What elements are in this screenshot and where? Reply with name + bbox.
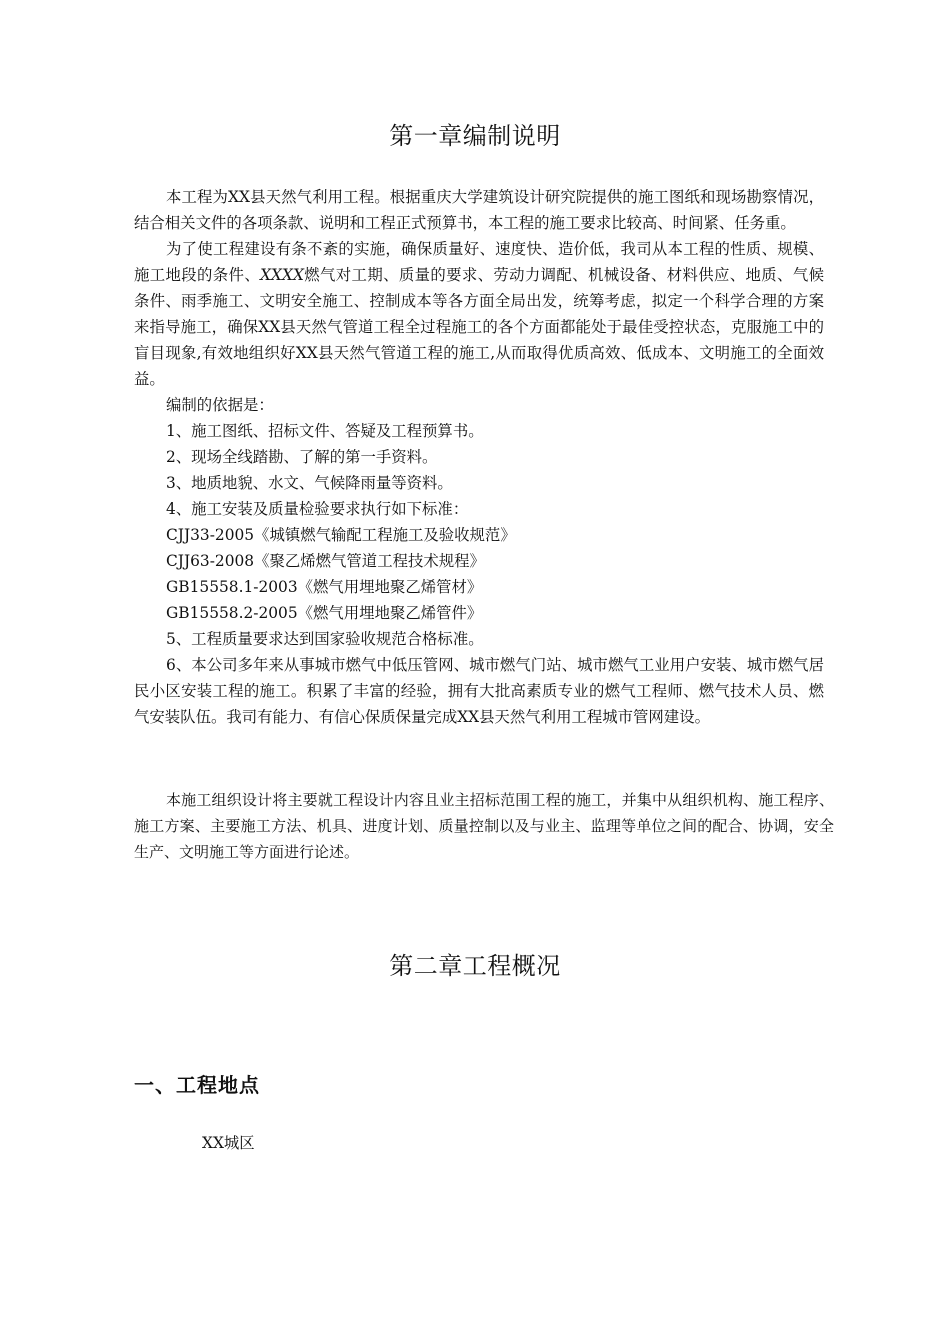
standard-item: CJJ63-2008《聚乙烯燃气管道工程技术规程》	[166, 552, 485, 570]
basis-item: 5、工程质量要求达到国家验收规范合格标准。	[166, 630, 484, 648]
company-paragraph: 6、本公司多年来从事城市燃气中低压管网、城市燃气门站、城市燃气工业用户安装、城市燃气居民小区安装工程的施工。积累了丰富的经验，拥有大批高素质专业的燃气工程师、燃气技术人员、燃气安装队伍。我司有能力、有信心保质保量完成XX县天然气利用工程城市管网建设。	[134, 656, 824, 726]
chapter-1-body	[134, 184, 824, 730]
approach-text-b: 燃气对工期、质量的要求、劳动力调配、机械设备、材料供应、地质、气候条件、雨季施工、文明安全施工、控制成本等各方面全局出发，统筹考虑，拟定一个科学合理的方案来指导施工，确保XX县天然气管道工程全过程施工的各个方面都能处于最佳受控状态，克服施工中的盲目现象,有效地组织好XX县天然气管道工程的施工,从而取得优质高效、低成本、文明施工的全面效益。	[134, 266, 824, 388]
approach-paragraph	[134, 236, 824, 392]
standard-item: CJJ33-2005《城镇燃气输配工程施工及验收规范》	[166, 526, 516, 544]
basis-item: 1、施工图纸、招标文件、答疑及工程预算书。	[166, 422, 484, 440]
basis-intro: 编制的依据是：	[166, 396, 274, 414]
summary-block	[134, 787, 834, 865]
section-heading: 一、工程地点	[134, 1073, 260, 1097]
approach-text-a: 为了使工程建设有条不紊的实施，确保质量好、速度快、造价低，我司从本工程的性质、规模、施工地段的条件、	[134, 240, 824, 284]
standard-item: GB15558.1-2003《燃气用埋地聚乙烯管材》	[166, 578, 483, 596]
intro-paragraph: 本工程为XX县天然气利用工程。根据重庆大学建筑设计研究院提供的施工图纸和现场勘察情况，结合相关文件的各项条款、说明和工程正式预算书，本工程的施工要求比较高、时间紧、任务重。	[134, 188, 824, 232]
location-text: XX城区	[202, 1134, 255, 1152]
summary-paragraph: 本施工组织设计将主要就工程设计内容且业主招标范围工程的施工，并集中从组织机构、施工程序、施工方案、主要施工方法、机具、进度计划、质量控制以及与业主、监理等单位之间的配合、协调，安全生产、文明施工等方面进行论述。	[134, 791, 834, 861]
standard-item: GB15558.2-2005《燃气用埋地聚乙烯管件》	[166, 604, 483, 622]
approach-placeholder: XXXX	[260, 266, 304, 284]
chapter-1-title: 第一章编制说明	[389, 122, 561, 150]
basis-item: 3、地质地貌、水文、气候降雨量等资料。	[166, 474, 453, 492]
basis-item: 4、施工安装及质量检验要求执行如下标准：	[166, 500, 469, 518]
chapter-2-title: 第二章工程概况	[389, 952, 561, 980]
basis-item: 2、现场全线踏勘、了解的第一手资料。	[166, 448, 438, 466]
